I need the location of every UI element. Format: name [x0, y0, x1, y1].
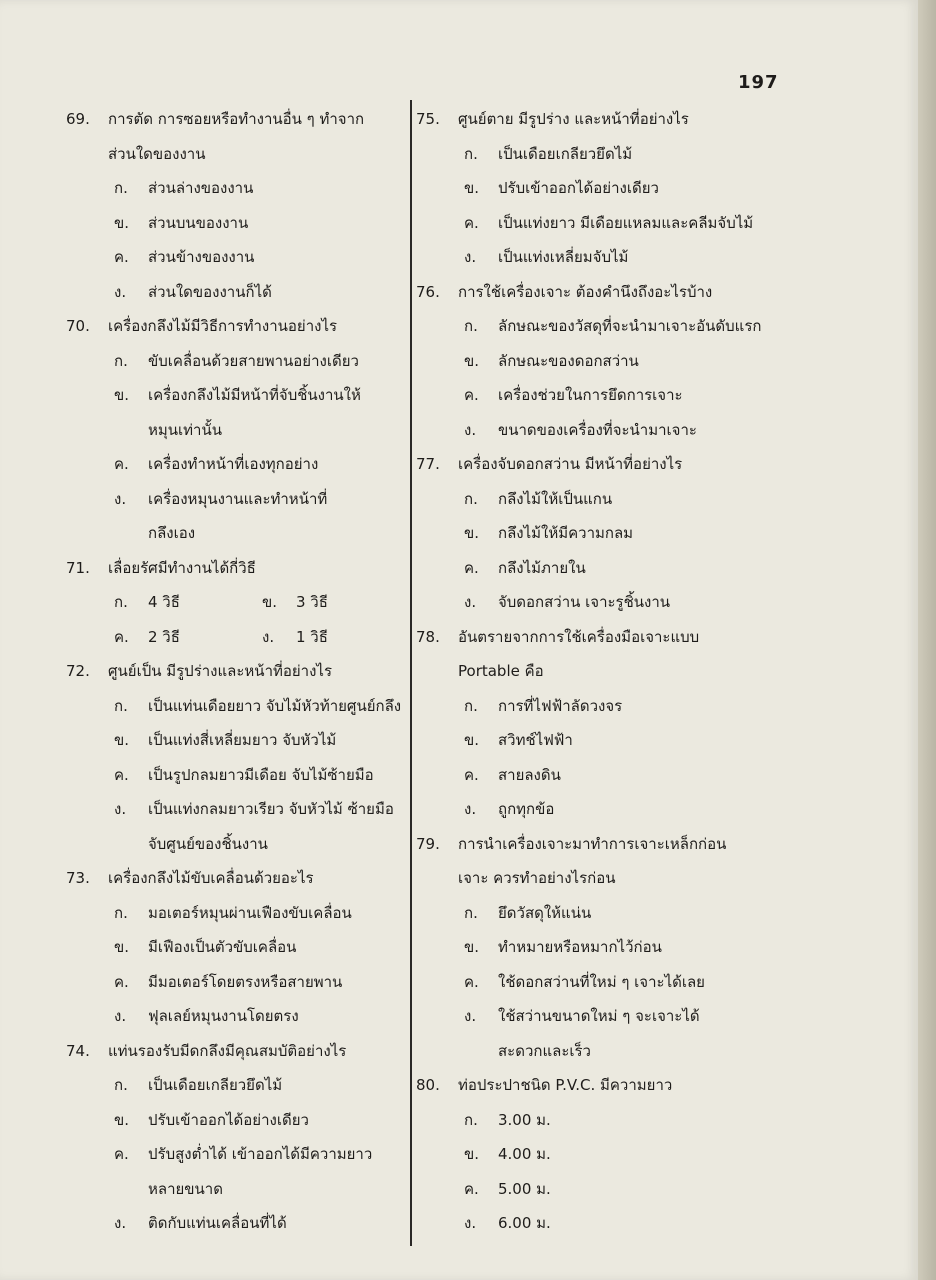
option-line	[66, 896, 406, 931]
option-text: 2 วิธี	[148, 627, 180, 646]
option-text: เป็นแท่นเดือยยาว จับไม้หัวท้ายศูนย์กลึง	[148, 696, 402, 715]
question-number: 74.	[66, 1041, 90, 1060]
option-text: ปรับสูงต่ำได้ เข้าออกได้มีความยาว	[148, 1145, 373, 1163]
option-line	[416, 240, 776, 275]
option-label: ค.	[464, 213, 479, 232]
question-text: เครื่องกลึงไม้มีวิธีการทำงานอย่างไร	[108, 317, 338, 335]
option-line	[66, 344, 406, 379]
option-pair-line	[66, 620, 406, 655]
option-text: เป็นแท่งเหลี่ยมจับไม้	[498, 248, 629, 266]
option-line	[416, 378, 776, 413]
question-text: Portable คือ	[458, 662, 544, 680]
option-text: สะดวกและเร็ว	[498, 1041, 591, 1060]
option-label: ค.	[464, 765, 479, 784]
option-line	[66, 1137, 406, 1172]
option-text: 6.00 ม.	[498, 1214, 551, 1232]
question-continuation	[66, 137, 406, 172]
option-text: ปรับเข้าออกได้อย่างเดียว	[148, 1110, 309, 1129]
option-text: ส่วนข้างของงาน	[148, 248, 255, 266]
option-label: ค.	[114, 248, 129, 266]
option-text: ยึดวัสดุให้แน่น	[498, 903, 592, 922]
option-text: ฟุลเลย์หมุนงานโดยตรง	[148, 1007, 299, 1025]
option-label: ก.	[114, 179, 128, 197]
question-continuation	[416, 654, 776, 689]
question-text: การนำเครื่องเจาะมาทำการเจาะเหล็กก่อน	[458, 834, 727, 853]
option-line	[416, 309, 776, 344]
option-label: ก.	[464, 1110, 478, 1129]
option-label: ง.	[114, 282, 127, 301]
option-line	[416, 171, 776, 206]
question-line	[66, 102, 406, 137]
question-line	[416, 827, 776, 862]
option-label: ข.	[464, 938, 480, 956]
option-text: ส่วนล่างของงาน	[148, 179, 254, 197]
question-text: ส่วนใดของงาน	[108, 144, 206, 163]
question-number: 69.	[66, 110, 90, 128]
option-label: ค.	[114, 627, 129, 646]
option-line	[66, 1206, 406, 1241]
option-continuation	[66, 516, 406, 551]
question-continuation	[416, 861, 776, 896]
option-continuation	[66, 413, 406, 448]
option-label: ข.	[262, 593, 278, 611]
question-text: เลื่อยรัศมีทำงานได้กี่วิธี	[108, 558, 256, 577]
question-line	[416, 447, 776, 482]
column-divider	[410, 100, 412, 1246]
option-text: การที่ไฟฟ้าลัดวงจร	[498, 696, 623, 715]
option-label: ง.	[464, 593, 477, 611]
option-line	[66, 965, 406, 1000]
option-line	[66, 1103, 406, 1138]
option-label: ง.	[114, 1214, 127, 1232]
option-text: มีมอเตอร์โดยตรงหรือสายพาน	[148, 972, 343, 991]
option-line	[66, 1068, 406, 1103]
option-label: ข.	[464, 524, 480, 542]
question-line	[416, 102, 776, 137]
option-line	[66, 171, 406, 206]
option-label: ค.	[464, 558, 479, 577]
option-label: ค.	[114, 455, 129, 473]
option-line	[416, 1206, 776, 1241]
option-line	[66, 482, 406, 517]
option-line	[66, 240, 406, 275]
option-text: หมุนเท่านั้น	[148, 420, 222, 439]
option-line	[66, 206, 406, 241]
option-label: ค.	[114, 765, 129, 784]
question-line	[66, 1034, 406, 1069]
question-text: การตัด การซอยหรือทำงานอื่น ๆ ทำจาก	[108, 110, 365, 128]
option-label: ค.	[464, 1179, 479, 1198]
page-number: 197	[738, 72, 779, 93]
option-label: ก.	[114, 1076, 128, 1094]
option-line	[416, 551, 776, 586]
question-number: 76.	[416, 282, 440, 301]
question-number: 77.	[416, 455, 440, 473]
option-text: กลึงไม้ให้เป็นแกน	[498, 489, 613, 508]
option-text: จับดอกสว่าน เจาะรูชิ้นงาน	[498, 593, 671, 611]
option-label: ก.	[114, 903, 128, 922]
option-label: ก.	[464, 317, 478, 335]
option-line	[66, 447, 406, 482]
option-line	[416, 930, 776, 965]
question-line	[66, 861, 406, 896]
question-number: 78.	[416, 627, 440, 646]
option-label: ข.	[114, 213, 130, 232]
question-text: อันตรายจากการใช้เครื่องมือเจาะแบบ	[458, 627, 700, 646]
option-text: ขนาดของเครื่องที่จะนำมาเจาะ	[498, 420, 697, 439]
left-column	[66, 102, 406, 1241]
option-text: หลายขนาด	[148, 1179, 223, 1198]
option-text: เป็นแท่งยาว มีเดือยแหลมและคลีมจับไม้	[498, 213, 754, 232]
option-label: ก.	[464, 144, 478, 163]
option-text: 1 วิธี	[296, 627, 328, 646]
option-continuation	[416, 1034, 776, 1069]
option-text: เป็นแท่งสี่เหลี่ยมยาว จับหัวไม้	[148, 731, 337, 749]
option-line	[416, 585, 776, 620]
option-line	[66, 792, 406, 827]
option-continuation	[66, 1172, 406, 1207]
option-line	[66, 758, 406, 793]
question-line	[416, 1068, 776, 1103]
question-number: 71.	[66, 558, 90, 577]
option-label: ข.	[464, 179, 480, 197]
option-line	[416, 896, 776, 931]
option-text: ติดกับแท่นเคลื่อนที่ได้	[148, 1214, 287, 1232]
option-text: กลึงไม้ให้มีความกลม	[498, 524, 634, 542]
option-text: เป็นแท่งกลมยาวเรียว จับหัวไม้ ซ้ายมือ	[148, 800, 394, 818]
option-text: สายลงดิน	[498, 765, 561, 784]
option-label: ค.	[114, 972, 129, 991]
option-continuation	[66, 827, 406, 862]
option-line	[416, 1103, 776, 1138]
question-text: ท่อประปาชนิด P.V.C. มีความยาว	[458, 1076, 673, 1094]
question-text: เครื่องจับดอกสว่าน มีหน้าที่อย่างไร	[458, 455, 683, 473]
option-line	[416, 516, 776, 551]
option-label: ก.	[464, 696, 478, 715]
option-label: ข.	[464, 351, 480, 370]
option-line	[416, 792, 776, 827]
option-label: ง.	[262, 627, 275, 646]
option-label: ก.	[464, 489, 478, 508]
option-text: ใช้สว่านขนาดใหม่ ๆ จะเจาะได้	[498, 1007, 700, 1025]
page-edge	[918, 0, 936, 1280]
option-label: ก.	[114, 593, 128, 611]
option-line	[66, 930, 406, 965]
option-line	[416, 344, 776, 379]
option-text: 4 วิธี	[148, 593, 180, 611]
question-number: 73.	[66, 869, 90, 887]
option-text: ลักษณะของดอกสว่าน	[498, 351, 639, 370]
option-label: ข.	[114, 731, 130, 749]
option-label: ข.	[464, 731, 480, 749]
option-text: ขับเคลื่อนด้วยสายพานอย่างเดียว	[148, 351, 359, 370]
option-text: สวิทช์ไฟฟ้า	[498, 731, 573, 749]
option-label: ง.	[464, 1214, 477, 1232]
question-text: ศูนย์ตาย มีรูปร่าง และหน้าที่อย่างไร	[458, 110, 689, 128]
option-text: มอเตอร์หมุนผ่านเฟืองขับเคลื่อน	[148, 903, 352, 922]
question-number: 72.	[66, 662, 90, 680]
option-label: ง.	[464, 800, 477, 818]
option-line	[416, 689, 776, 724]
option-text: จับศูนย์ของชิ้นงาน	[148, 834, 268, 853]
option-text: ส่วนบนของงาน	[148, 213, 249, 232]
question-number: 75.	[416, 110, 440, 128]
option-text: 3.00 ม.	[498, 1110, 551, 1129]
option-line	[416, 137, 776, 172]
option-text: เป็นเดือยเกลียวยึดไม้	[148, 1076, 283, 1094]
option-line	[66, 378, 406, 413]
option-label: ก.	[464, 903, 478, 922]
right-column	[416, 102, 776, 1241]
question-number: 70.	[66, 317, 90, 335]
question-text: เครื่องกลึงไม้ขับเคลื่อนด้วยอะไร	[108, 869, 314, 887]
option-label: ง.	[114, 800, 127, 818]
option-text: เครื่องช่วยในการยึดการเจาะ	[498, 386, 683, 404]
question-line	[66, 654, 406, 689]
option-text: กลึงไม้ภายใน	[498, 558, 586, 577]
option-label: ค.	[114, 1145, 129, 1163]
option-label: ง.	[114, 1007, 127, 1025]
option-text: ปรับเข้าออกได้อย่างเดียว	[498, 179, 659, 197]
option-text: ทำหมายหรือหมากไว้ก่อน	[498, 938, 662, 956]
option-pair-line	[66, 585, 406, 620]
option-label: ง.	[464, 420, 477, 439]
option-label: ค.	[464, 972, 479, 991]
option-line	[416, 1172, 776, 1207]
option-label: ข.	[114, 938, 130, 956]
option-text: กลึงเอง	[148, 524, 196, 542]
option-text: มีเฟืองเป็นตัวขับเคลื่อน	[148, 938, 297, 956]
option-text: ลักษณะของวัสดุที่จะนำมาเจาะอันดับแรก	[498, 317, 762, 335]
question-line	[416, 620, 776, 655]
option-label: ข.	[114, 1110, 130, 1129]
option-label: ง.	[464, 1007, 477, 1025]
question-number: 80.	[416, 1076, 440, 1094]
option-line	[416, 999, 776, 1034]
option-line	[416, 758, 776, 793]
option-pair-left	[114, 620, 262, 655]
option-line	[416, 965, 776, 1000]
option-text: ถูกทุกข้อ	[498, 800, 555, 818]
option-label: ก.	[114, 696, 128, 715]
option-text: เครื่องทำหน้าที่เองทุกอย่าง	[148, 455, 319, 473]
question-text: แท่นรองรับมีดกลึงมีคุณสมบัติอย่างไร	[108, 1041, 347, 1060]
option-line	[416, 413, 776, 448]
option-label: ง.	[464, 248, 477, 266]
question-line	[66, 309, 406, 344]
option-line	[416, 723, 776, 758]
option-text: เครื่องกลึงไม้มีหน้าที่จับชิ้นงานให้	[148, 386, 361, 404]
option-line	[66, 723, 406, 758]
option-text: 4.00 ม.	[498, 1145, 551, 1163]
question-line	[416, 275, 776, 310]
question-text: เจาะ ควรทำอย่างไรก่อน	[458, 869, 616, 887]
option-label: ข.	[114, 386, 130, 404]
option-line	[416, 206, 776, 241]
option-line	[416, 482, 776, 517]
option-text: ส่วนใดของงานก็ได้	[148, 282, 272, 301]
question-text: ศูนย์เป็น มีรูปร่างและหน้าที่อย่างไร	[108, 662, 333, 680]
option-line	[66, 689, 406, 724]
option-text: เครื่องหมุนงานและทำหน้าที่	[148, 489, 328, 508]
option-label: ง.	[114, 489, 127, 508]
option-text: 5.00 ม.	[498, 1179, 551, 1198]
option-label: ข.	[464, 1145, 480, 1163]
option-label: ก.	[114, 351, 128, 370]
option-pair-left	[114, 585, 262, 620]
option-line	[66, 999, 406, 1034]
question-text: การใช้เครื่องเจาะ ต้องคำนึงถึงอะไรบ้าง	[458, 282, 713, 301]
option-line	[416, 1137, 776, 1172]
option-text: เป็นเดือยเกลียวยึดไม้	[498, 144, 633, 163]
option-text: เป็นรูปกลมยาวมีเดือย จับไม้ซ้ายมือ	[148, 765, 374, 784]
option-line	[66, 275, 406, 310]
question-number: 79.	[416, 834, 440, 853]
option-text: 3 วิธี	[296, 593, 328, 611]
option-text: ใช้ดอกสว่านที่ใหม่ ๆ เจาะได้เลย	[498, 972, 705, 991]
option-label: ค.	[464, 386, 479, 404]
question-line	[66, 551, 406, 586]
